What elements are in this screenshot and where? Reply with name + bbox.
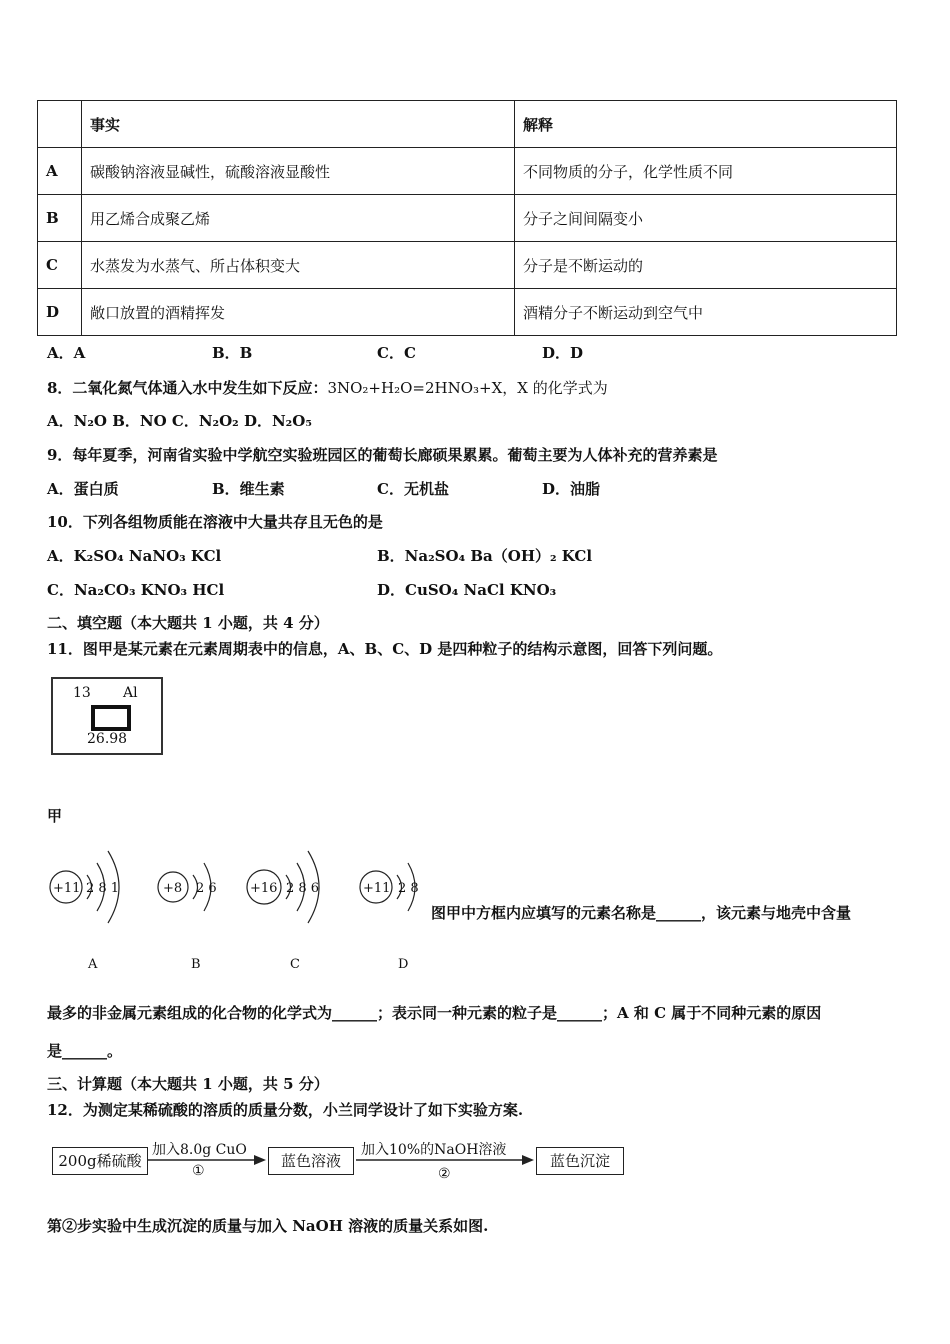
atom-d-shells: 2 8 <box>398 881 419 896</box>
atom-c <box>247 851 319 972</box>
atom-c-shells: 2 8 6 <box>286 881 320 896</box>
q8-equation: 3NO₂+H₂O=2HNO₃+X，X 的化学式为 <box>327 379 608 397</box>
q9-option-d: D．油脂 <box>542 480 601 498</box>
q7-option-d: D．D <box>542 344 584 362</box>
row-fact: 水蒸发为水蒸气、所占体积变大 <box>82 242 515 289</box>
facts-table <box>37 100 897 336</box>
atom-a-label: A <box>88 957 98 972</box>
table-row <box>38 289 897 336</box>
row-label: A <box>38 148 82 195</box>
q10-option-d: D．CuSO₄ NaCl KNO₃ <box>377 581 557 599</box>
q10-option-b: B．Na₂SO₄ Ba（OH）₂ KCl <box>377 547 593 565</box>
q9-option-b: B．维生素 <box>212 480 285 498</box>
q11-line2: 最多的非金属元素组成的化合物的化学式为______；表示同一种元素的粒子是______；A 和 C 属于不同种元素的原因 <box>47 1004 822 1022</box>
atom-c-charge: +16 <box>250 881 278 896</box>
q11-line1: 图甲中方框内应填写的元素名称是______，该元素与地壳中含量 <box>431 904 852 922</box>
flow-arrow-2 <box>354 1152 536 1168</box>
row-fact: 用乙烯合成聚乙烯 <box>82 195 515 242</box>
element-card <box>51 677 163 755</box>
flow-arrow-1 <box>146 1152 268 1168</box>
row-fact: 敞口放置的酒精挥发 <box>82 289 515 336</box>
atom-d-label: D <box>398 957 409 972</box>
q8-options: A．N₂O B．NO C．N₂O₂ D．N₂O₅ <box>47 412 312 430</box>
table-corner <box>38 101 82 148</box>
atom-a-shells: 2 8 1 <box>86 881 120 896</box>
atom-c-label: C <box>290 957 300 972</box>
atom-structure-diagrams <box>40 835 430 975</box>
q9-stem: 9．每年夏季，河南省实验中学航空实验班园区的葡萄长廊硕果累累。葡萄主要为人体补充的营养素是 <box>47 446 718 464</box>
table-row <box>38 195 897 242</box>
flow-box-blue-solution: 蓝色溶液 <box>268 1147 354 1175</box>
row-label: B <box>38 195 82 242</box>
row-label: D <box>38 289 82 336</box>
row-explanation: 酒精分子不断运动到空气中 <box>515 289 897 336</box>
row-explanation: 分子之间间隔变小 <box>515 195 897 242</box>
row-label: C <box>38 242 82 289</box>
atom-b-shells: 2 6 <box>196 881 217 896</box>
q9-option-a: A．蛋白质 <box>47 480 119 498</box>
q7-option-b: B．B <box>212 344 253 362</box>
row-fact: 碳酸钠溶液显碱性，硫酸溶液显酸性 <box>82 148 515 195</box>
atom-a <box>50 851 119 972</box>
q10-option-c: C．Na₂CO₃ KNO₃ HCl <box>47 581 225 599</box>
q12-last-line: 第②步实验中生成沉淀的质量与加入 NaOH 溶液的质量关系如图. <box>47 1217 489 1235</box>
table-row <box>38 148 897 195</box>
q7-option-a: A．A <box>47 344 86 362</box>
q12-stem: 12．为测定某稀硫酸的溶质的质量分数，小兰同学设计了如下实验方案. <box>47 1101 524 1119</box>
q10-option-a: A．K₂SO₄ NaNO₃ KCl <box>47 547 222 565</box>
header-explanation: 解释 <box>515 101 897 148</box>
q10-stem: 10．下列各组物质能在溶液中大量共存且无色的是 <box>47 513 383 531</box>
flow-step2-number: ② <box>438 1166 451 1182</box>
flow-step1-label: 加入8.0g CuO <box>152 1142 247 1158</box>
flow-step1-number: ① <box>192 1163 205 1179</box>
atomic-mass: 26.98 <box>87 731 128 747</box>
table-header-row <box>38 101 897 148</box>
flow-box-blue-precipitate: 蓝色沉淀 <box>536 1147 624 1175</box>
element-symbol: Al <box>123 685 138 701</box>
flow-box-dilute-acid: 200g稀硫酸 <box>52 1147 148 1175</box>
atom-d-charge: +11 <box>363 881 391 896</box>
table-row <box>38 242 897 289</box>
blank-name-box <box>91 705 131 731</box>
q9-option-c: C．无机盐 <box>377 480 449 498</box>
header-fact: 事实 <box>82 101 515 148</box>
q11-line3: 是______。 <box>47 1042 123 1060</box>
row-explanation: 分子是不断运动的 <box>515 242 897 289</box>
atom-b-charge: +8 <box>163 881 183 896</box>
q7-option-c: C．C <box>377 344 416 362</box>
section3-heading: 三、计算题（本大题共 1 小题，共 5 分） <box>47 1075 329 1093</box>
q11-stem: 11．图甲是某元素在元素周期表中的信息，A、B、C、D 是四种粒子的结构示意图，回答下列问题。 <box>47 640 723 658</box>
atom-a-charge: +11 <box>53 881 81 896</box>
atom-d <box>360 863 419 972</box>
atom-b <box>158 863 217 972</box>
q8-stem-prefix: 8．二氧化氮气体通入水中发生如下反应： <box>47 379 328 397</box>
q8-stem <box>47 377 608 398</box>
atom-b-label: B <box>191 957 201 972</box>
figure-label-jia: 甲 <box>47 807 63 825</box>
section2-heading: 二、填空题（本大题共 1 小题，共 4 分） <box>47 614 329 632</box>
atomic-number: 13 <box>73 685 91 701</box>
row-explanation: 不同物质的分子，化学性质不同 <box>515 148 897 195</box>
flow-step2-label: 加入10%的NaOH溶液 <box>361 1142 507 1158</box>
